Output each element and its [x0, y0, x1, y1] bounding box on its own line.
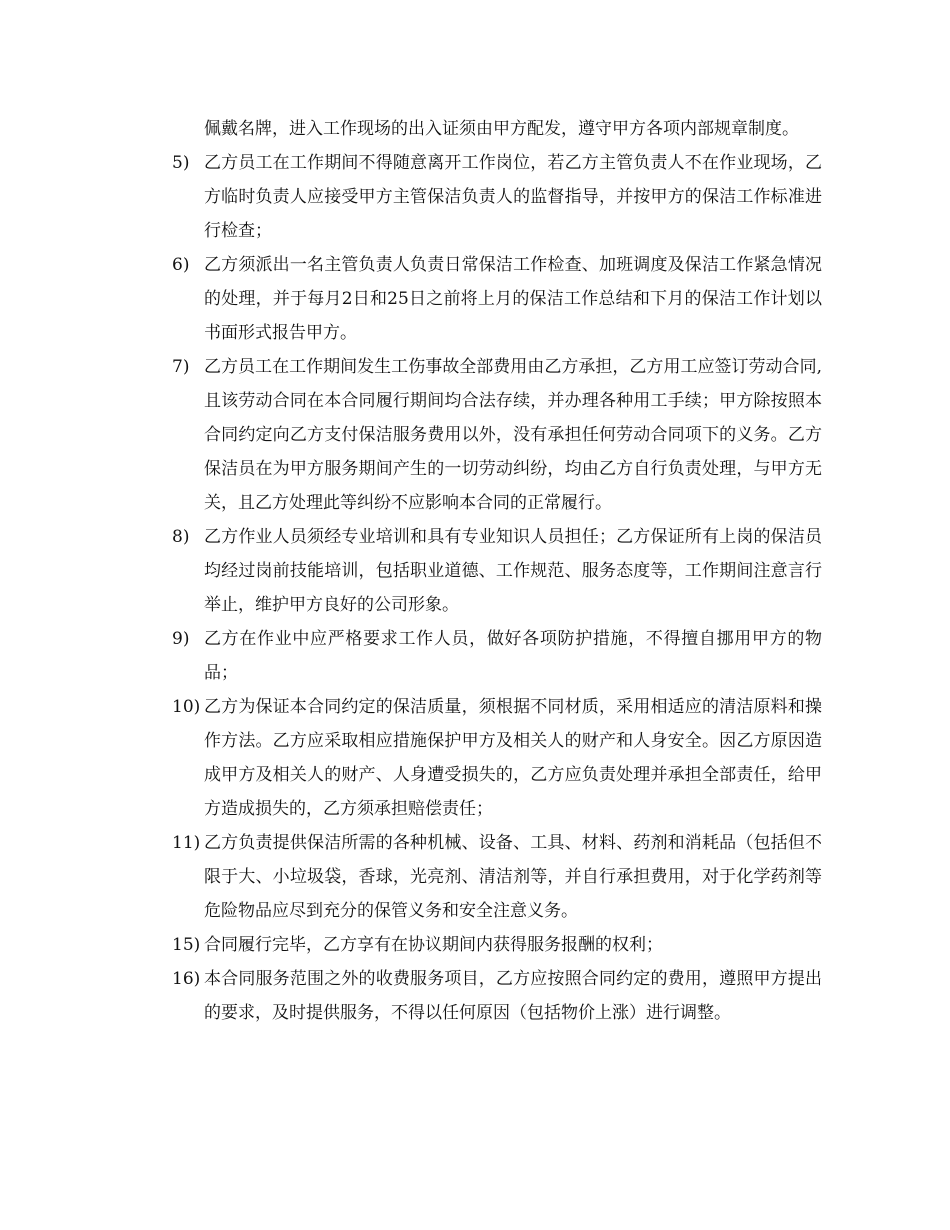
clause-text: 本合同服务范围之外的收费服务项目，乙方应按照合同约定的费用，遵照甲方提出的要求，及时提供服务，不得以任何原因（包括物价上涨）进行调整。 — [204, 969, 822, 1023]
clause-text: 乙方作业人员须经专业培训和具有专业知识人员担任；乙方保证所有上岗的保洁员均经过岗前技能培训，包括职业道德、工作规范、服务态度等，工作期间注意言行举止，维护甲方良好的公司形象。 — [204, 527, 822, 615]
clause-continuation — [172, 112, 822, 146]
clause-text: 乙方员工在工作期间不得随意离开工作岗位，若乙方主管负责人不在作业现场，乙方临时负责人应接受甲方主管保洁负责人的监督指导，并按甲方的保洁工作标准进行检查； — [204, 153, 822, 241]
clause-text: 乙方为保证本合同约定的保洁质量，须根据不同材质，采用相适应的清洁原料和操作方法。乙方应采取相应措施保护甲方及相关人的财产和人身安全。因乙方原因造成甲方及相关人的财产、人身遭受损失的，乙方应负责处理并承担全部责任，给甲方造成损失的，乙方须承担赔偿责任； — [204, 697, 822, 819]
clause-item-5 — [172, 146, 822, 248]
clause-text: 乙方员工在工作期间发生工伤事故全部费用由乙方承担，乙方用工应签订劳动合同,且该劳动合同在本合同履行期间均合法存续，并办理各种用工手续；甲方除按照本合同约定向乙方支付保洁服务费用以外，没有承担任何劳动合同项下的义务。乙方保洁员在为甲方服务期间产生的一切劳动纠纷，均由乙方自行负责处理，与甲方无关，且乙方处理此等纠纷不应影响本合同的正常履行。 — [204, 357, 822, 513]
clause-text: 合同履行完毕，乙方享有在协议期间内获得服务报酬的权利； — [204, 935, 663, 955]
clause-item-10 — [172, 690, 822, 826]
clause-item-7 — [172, 350, 822, 520]
clause-item-16 — [172, 962, 822, 1030]
clause-text: 乙方负责提供保洁所需的各种机械、设备、工具、材料、药剂和消耗品（包括但不限于大、小垃圾袋，香球，光亮剂、清洁剂等，并自行承担费用，对于化学药剂等危险物品应尽到充分的保管义务和安全注意义务。 — [204, 833, 822, 921]
clause-text: 乙方在作业中应严格要求工作人员，做好各项防护措施，不得擅自挪用甲方的物品； — [204, 629, 822, 683]
clause-number: 15) — [172, 935, 201, 955]
clause-text: 乙方须派出一名主管负责人负责日常保洁工作检查、加班调度及保洁工作紧急情况的处理，并于每月2日和25日之前将上月的保洁工作总结和下月的保洁工作计划以书面形式报告甲方。 — [204, 255, 822, 343]
clause-text: 佩戴名牌，进入工作现场的出入证须由甲方配发，遵守甲方各项内部规章制度。 — [204, 119, 799, 139]
clause-number: 11) — [172, 833, 201, 853]
clause-number: 6) — [172, 255, 190, 275]
clause-item-9 — [172, 622, 822, 690]
clause-item-15 — [172, 928, 822, 962]
clause-number: 9) — [172, 629, 190, 649]
clause-number: 10) — [172, 697, 201, 717]
clause-number: 5) — [172, 153, 190, 173]
clause-number: 7) — [172, 357, 190, 377]
clause-item-8 — [172, 520, 822, 622]
clause-item-11 — [172, 826, 822, 928]
clause-number: 16) — [172, 969, 201, 989]
clause-item-6 — [172, 248, 822, 350]
clause-list — [172, 112, 822, 1030]
clause-number: 8) — [172, 527, 190, 547]
